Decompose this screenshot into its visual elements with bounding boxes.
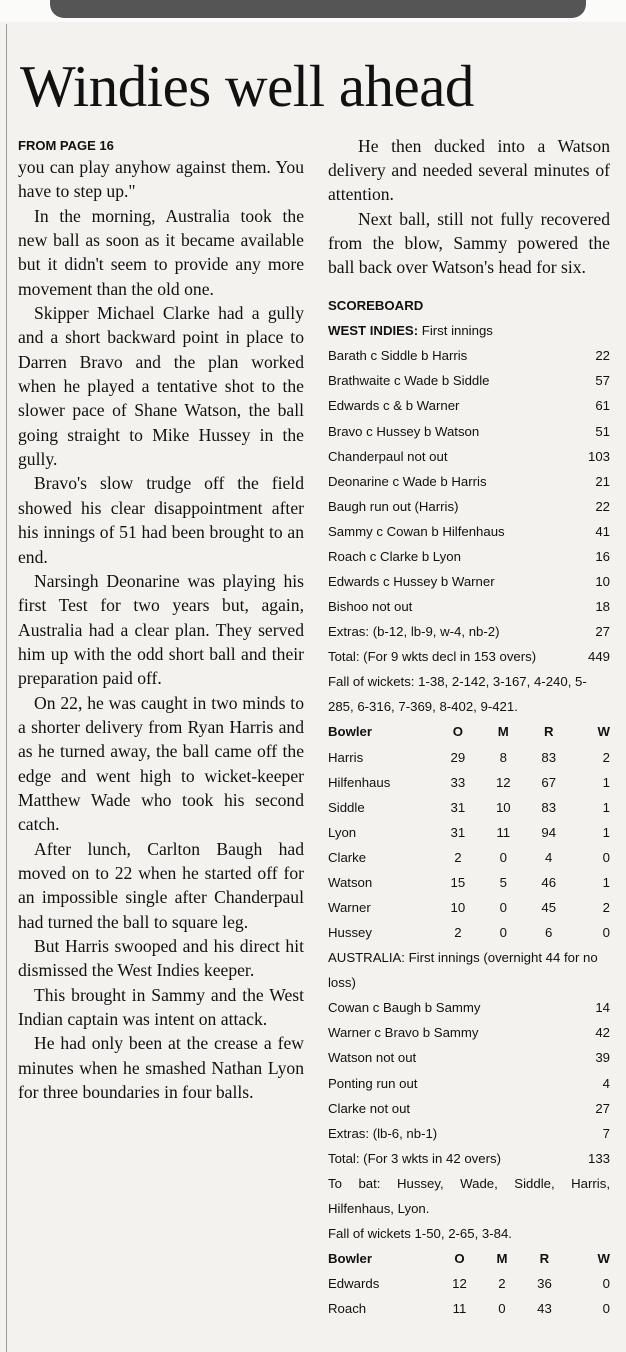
scoreboard: [328, 293, 610, 1321]
bowling-header-cell: O: [454, 1250, 465, 1266]
batter-entry: Bishoo not out: [328, 599, 413, 615]
bowling-cell: 5: [499, 875, 507, 890]
wi-heading-rest: First innings: [418, 323, 493, 339]
bowling-cell: 31: [450, 799, 466, 815]
batter-entry: Cowan c Baugh b Sammy: [328, 1000, 481, 1016]
runs-value: 4: [602, 1075, 610, 1091]
batter-entry: Watson not out: [328, 1050, 417, 1066]
runs-value: 133: [587, 1150, 610, 1166]
bowling-row: [328, 1296, 610, 1321]
batter-entry: Total: (For 3 wkts in 42 overs): [328, 1150, 501, 1166]
bowling-cell: 83: [541, 799, 557, 815]
batting-row: [328, 619, 610, 644]
bowling-cell: 45: [541, 900, 557, 916]
bowling-row: [328, 1271, 610, 1296]
runs-value: 57: [595, 373, 610, 389]
batting-row: [328, 1071, 610, 1096]
bowling-row: [328, 870, 610, 895]
left-paragraph: Skipper Michael Clarke had a gully and a short backward point in place to Darren Bravo and the plan worked when he played a tentative shot to the slower pace of Shane Watson, the ball going straight to Mike Hussey in the gully.: [18, 303, 304, 470]
batting-row: [328, 519, 610, 544]
wi-heading-team: WEST INDIES:: [328, 323, 419, 339]
bowling-cell: 10: [495, 799, 511, 815]
bowling-header-cell: Bowler: [328, 1250, 372, 1266]
bowling-header-cell: R: [539, 1250, 550, 1266]
batter-entry: Roach c Clarke b Lyon: [328, 548, 461, 564]
bowling-cell: 12: [452, 1276, 467, 1292]
runs-value: 39: [595, 1050, 610, 1066]
bowling-header-cell: W: [597, 1250, 610, 1266]
batting-row: [328, 368, 610, 393]
left-body: [18, 155, 304, 1104]
bowling-cell: 0: [499, 925, 507, 941]
batter-entry: Total: (For 9 wkts decl in 153 overs): [328, 649, 537, 665]
bowling-cell: 94: [541, 824, 557, 840]
bowling-cell: 1: [602, 824, 610, 840]
aus-bowling-table: [328, 719, 610, 945]
bowling-cell: Hilfenhaus: [328, 774, 391, 790]
batting-row: [328, 594, 610, 619]
bowling-cell: 0: [498, 1301, 506, 1317]
bowling-cell: Watson: [328, 875, 373, 890]
runs-value: 22: [595, 498, 610, 514]
bowling-cell: Clarke: [328, 849, 367, 865]
batter-entry: Ponting run out: [328, 1075, 418, 1091]
batter-entry: Deonarine c Wade b Harris: [328, 473, 487, 489]
bowling-cell: Warner: [328, 900, 371, 916]
runs-value: 10: [595, 574, 610, 590]
bowling-header-cell: R: [543, 724, 554, 740]
bowling-header-cell: W: [597, 724, 610, 740]
bowling-cell: 1: [602, 774, 610, 790]
runs-value: 22: [595, 348, 610, 364]
bowling-cell: 67: [541, 774, 557, 790]
batter-entry: Clarke not out: [328, 1100, 411, 1116]
batting-row: [328, 1096, 610, 1121]
batting-row: [328, 569, 610, 594]
batting-row: [328, 644, 610, 669]
batting-row: [328, 419, 610, 444]
runs-value: 27: [595, 1100, 610, 1116]
bowling-row: [328, 895, 610, 920]
bowling-cell: 15: [450, 875, 466, 890]
bowling-cell: 0: [499, 849, 507, 865]
runs-value: 21: [595, 473, 610, 489]
batting-row: [328, 1121, 610, 1146]
runs-value: 41: [595, 523, 610, 539]
bowling-cell: Harris: [328, 749, 364, 765]
batter-entry: Extras: (b-12, lb-9, w-4, nb-2): [328, 624, 500, 640]
batter-entry: Barath c Siddle b Harris: [328, 348, 468, 364]
bowling-cell: 6: [545, 925, 553, 941]
bowling-cell: 2: [602, 749, 610, 765]
bowling-cell: 11: [452, 1301, 467, 1317]
bowling-cell: 43: [537, 1301, 552, 1317]
wi-fall-of-wickets: Fall of wickets: 1-38, 2-142, 3-167, 4-240, 5-285, 6-316, 7-369, 8-402, 9-421.: [328, 674, 587, 715]
batter-entry: Extras: (lb-6, nb-1): [328, 1125, 438, 1141]
bowling-cell: Siddle: [328, 799, 365, 815]
batter-entry: Chanderpaul not out: [328, 448, 448, 464]
left-paragraph: you can play anyhow against them. You have to step up.": [18, 157, 304, 202]
batting-row: [328, 393, 610, 418]
runs-value: 51: [595, 423, 610, 439]
batting-row: [328, 494, 610, 519]
left-paragraph: After lunch, Carlton Baugh had moved on to 22 when he started off for an impossible single after Chanderpaul had turned the ball to square leg.: [18, 838, 304, 932]
left-paragraph: But Harris swooped and his direct hit dismissed the West Indies keeper.: [18, 936, 304, 981]
wi-batting-list: [328, 343, 610, 669]
runs-value: 7: [602, 1125, 610, 1141]
column-rule: [6, 24, 7, 1352]
batting-row: [328, 544, 610, 569]
right-column: [328, 134, 610, 1321]
bowling-cell: 2: [454, 925, 462, 941]
bowling-cell: 2: [498, 1276, 506, 1292]
bowling-header-row: [328, 719, 610, 744]
runs-value: 14: [595, 1000, 610, 1016]
runs-value: 449: [587, 649, 610, 665]
headline: Windies well ahead: [20, 53, 474, 119]
bowling-cell: 29: [450, 749, 466, 765]
scoreboard-heading: SCOREBOARD: [328, 298, 424, 314]
bowling-cell: Edwards: [328, 1276, 380, 1292]
batting-row: [328, 1146, 610, 1171]
batter-entry: Edwards c & b Warner: [328, 398, 460, 414]
batting-row: [328, 469, 610, 494]
batting-row: [328, 1045, 610, 1070]
right-paragraph: Next ball, still not fully recovered from the blow, Sammy powered the ball back over Watson's head for six.: [328, 208, 610, 278]
bowling-row: [328, 745, 610, 770]
batting-row: [328, 995, 610, 1020]
bowling-header-cell: O: [452, 724, 463, 740]
left-paragraph: Narsingh Deonarine was playing his first Test for two years but, again, Australia had a clear plan. They served him up with the odd short ball and their preparation paid off.: [18, 570, 304, 689]
left-paragraph: He had only been at the crease a few minutes when he smashed Nathan Lyon for three boundaries in four balls.: [18, 1033, 304, 1103]
bowling-header-cell: M: [497, 724, 509, 740]
runs-value: 16: [595, 548, 610, 564]
bowling-cell: 0: [602, 1276, 610, 1292]
bowling-cell: 0: [602, 925, 610, 941]
bowling-cell: 1: [602, 875, 610, 890]
dateline: FROM PAGE 16: [18, 138, 114, 153]
runs-value: 42: [595, 1025, 610, 1041]
aus-batting-list: [328, 995, 610, 1171]
batter-entry: Bravo c Hussey b Watson: [328, 423, 480, 439]
runs-value: 103: [587, 448, 610, 464]
left-paragraph: Bravo's slow trudge off the field showed his clear disappointment after his innings of 51 had been brought to an end.: [18, 473, 304, 567]
bowling-row: [328, 920, 610, 945]
bowling-cell: 36: [537, 1276, 552, 1292]
bowling-header-cell: M: [496, 1250, 508, 1266]
bowling-cell: Roach: [328, 1301, 367, 1317]
bowling-header-cell: Bowler: [328, 724, 372, 740]
bowling-cell: 33: [450, 774, 466, 790]
left-paragraph: In the morning, Australia took the new ball as soon as it became available but it didn't seem to provide any more movement than the old one.: [18, 205, 304, 299]
batting-row: [328, 444, 610, 469]
bowling-cell: 8: [499, 749, 507, 765]
aus-fall-of-wickets: Fall of wickets 1-50, 2-65, 3-84.: [328, 1225, 512, 1241]
bowling-cell: 2: [602, 900, 610, 916]
bowling-cell: 46: [541, 875, 557, 890]
batter-entry: Sammy c Cowan b Hilfenhaus: [328, 523, 505, 539]
bowling-cell: 11: [496, 824, 511, 840]
page-header-bar: [50, 0, 586, 18]
batter-entry: Brathwaite c Wade b Siddle: [328, 373, 490, 389]
runs-value: 27: [595, 624, 610, 640]
left-paragraph: This brought in Sammy and the West Indian captain was intent on attack.: [18, 984, 304, 1030]
bowling-cell: Hussey: [328, 925, 372, 941]
to-bat: To bat: Hussey, Wade, Siddle, Harris, Hilfenhaus, Lyon.: [328, 1175, 610, 1216]
batting-row: [328, 343, 610, 368]
runs-value: 61: [595, 398, 610, 414]
wi-bowling-table: [328, 1246, 610, 1321]
bowling-cell: 0: [602, 849, 610, 865]
runs-value: 18: [595, 599, 610, 615]
left-column: [18, 134, 304, 1104]
bowling-cell: 83: [541, 749, 557, 765]
bowling-cell: Lyon: [328, 824, 357, 840]
bowling-cell: 10: [450, 900, 466, 916]
bowling-cell: 1: [602, 799, 610, 815]
batter-entry: Baugh run out (Harris): [328, 498, 459, 514]
bowling-cell: 31: [450, 824, 466, 840]
bowling-cell: 0: [602, 1301, 610, 1317]
bowling-row: [328, 795, 610, 820]
bowling-cell: 12: [495, 774, 511, 790]
right-paragraph: He then ducked into a Watson delivery and needed several minutes of attention.: [328, 136, 610, 205]
batting-row: [328, 1020, 610, 1045]
bowling-row: [328, 820, 610, 845]
aus-innings-heading: AUSTRALIA: First innings (overnight 44 for no loss): [328, 950, 598, 991]
bowling-header-row: [328, 1246, 610, 1271]
batter-entry: Warner c Bravo b Sammy: [328, 1025, 479, 1041]
wi-innings-heading: [328, 318, 610, 343]
batter-entry: Edwards c Hussey b Warner: [328, 574, 495, 590]
bowling-cell: 2: [454, 849, 462, 865]
bowling-row: [328, 770, 610, 795]
right-body: [328, 134, 610, 279]
left-paragraph: On 22, he was caught in two minds to a shorter delivery from Ryan Harris and as he turned away, the ball came off the edge and went high to wicket-keeper Matthew Wade who took his second catch.: [18, 692, 304, 835]
bowling-row: [328, 845, 610, 870]
bowling-cell: 0: [499, 900, 507, 916]
bowling-cell: 4: [545, 849, 553, 865]
